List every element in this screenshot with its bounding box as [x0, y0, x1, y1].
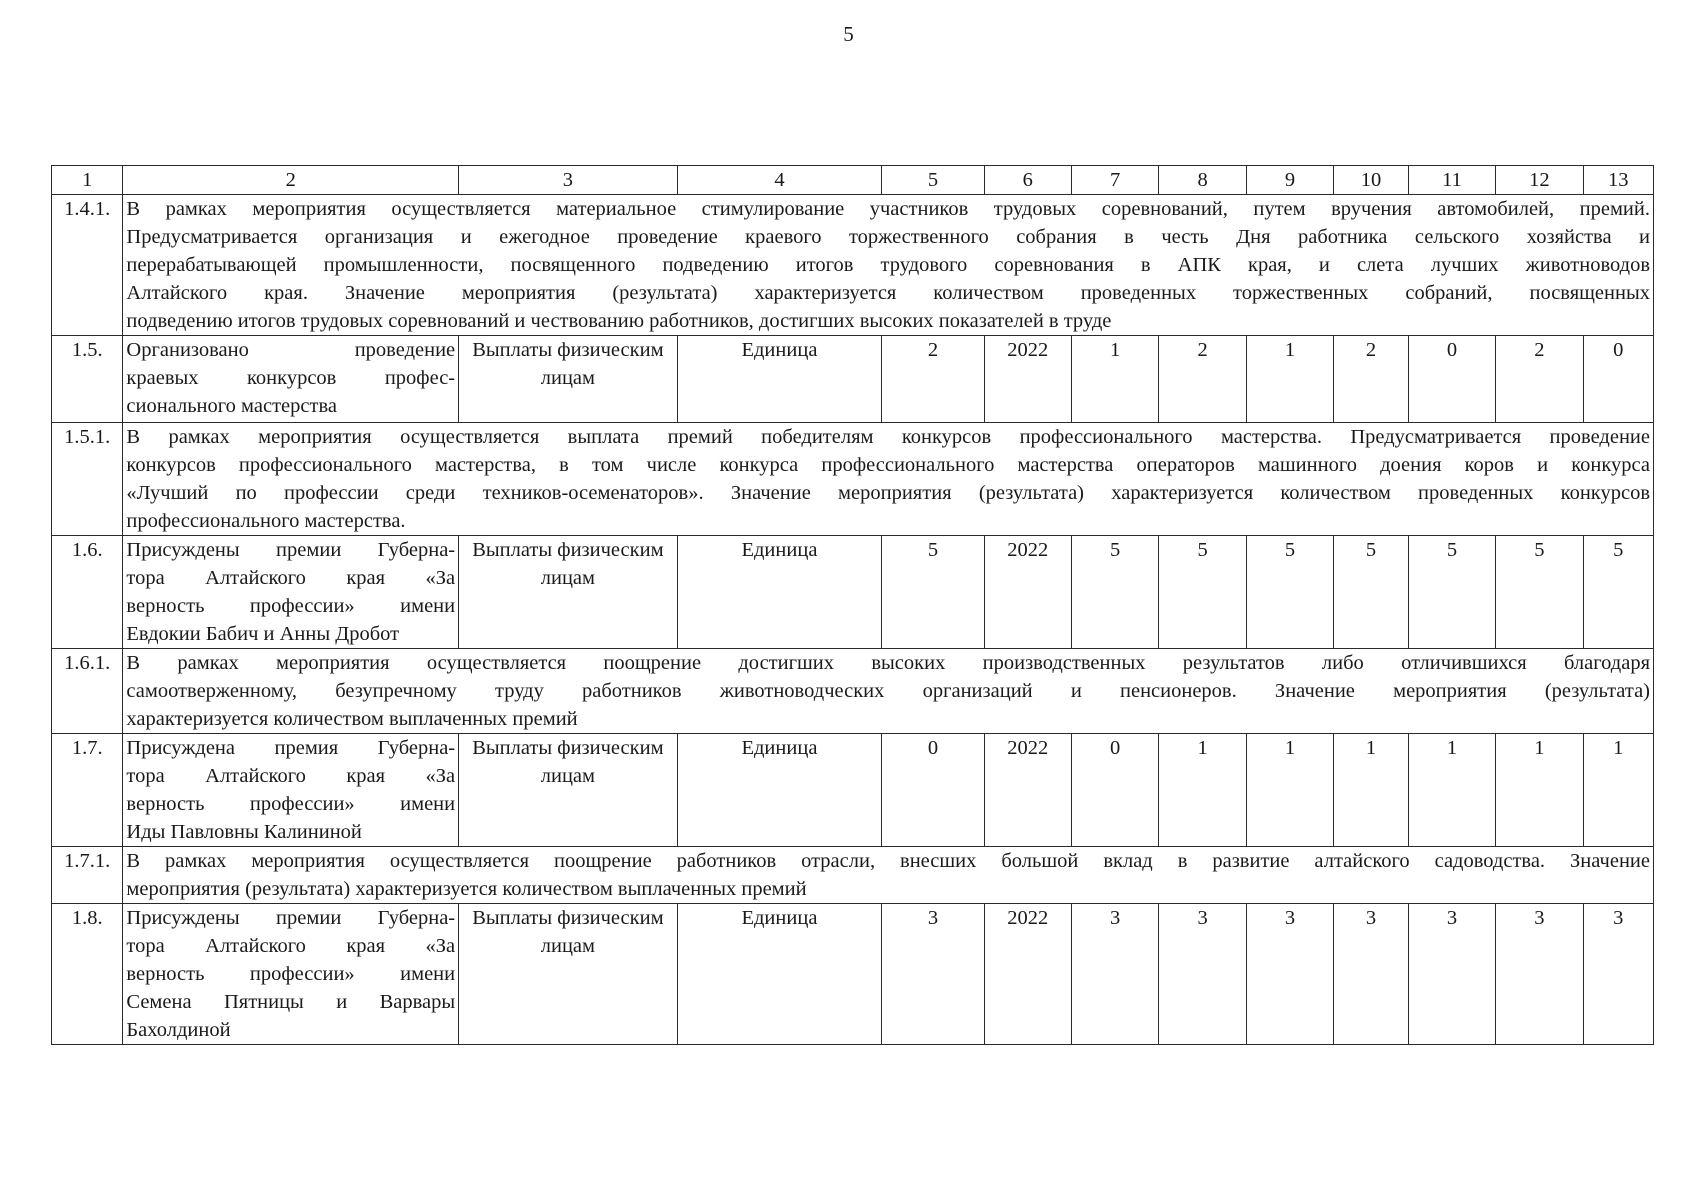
description-line: конкурсов профессионального мастерства, в том числе конкурса профессионального мастерства операторов машинного доения коров и конкурса	[126, 454, 1650, 476]
indicator-name	[123, 904, 459, 1045]
row-number: 1.4.1.	[52, 195, 123, 336]
value-cell: 2022	[984, 336, 1071, 423]
indicator-name-line: тора Алтайского края «За	[126, 765, 456, 787]
description-line: В рамках мероприятия осуществляется поощрение работников отрасли, внесших большой вклад в развитие алтайского садоводства. Значение	[126, 850, 1650, 872]
description-line: характеризуется количеством выплаченных премий	[126, 708, 578, 730]
indicator-name-line: сионального мастерства	[126, 395, 337, 417]
indicator-row	[52, 536, 1654, 649]
value-cell: 3	[1159, 904, 1246, 1045]
payment-type: Выплаты физическим лицам	[459, 734, 678, 847]
description-row	[52, 847, 1654, 904]
value-cell: 1	[1159, 734, 1246, 847]
row-number: 1.6.1.	[52, 649, 123, 734]
header-cell: 13	[1583, 166, 1653, 195]
value-cell: 5	[882, 536, 984, 649]
value-cell: 3	[1334, 904, 1409, 1045]
payment-type: Выплаты физическим лицам	[459, 904, 678, 1045]
value-cell: 5	[1408, 536, 1495, 649]
indicators-table	[51, 165, 1654, 1045]
value-cell: 0	[882, 734, 984, 847]
indicator-name-line: тора Алтайского края «За	[126, 567, 456, 589]
description-line: В рамках мероприятия осуществляется поощрение достигших высоких производственных результатов либо отличившихся благодаря	[126, 652, 1650, 674]
description-line: самоотверженному, безупречному труду работников животноводческих организаций и пенсионеров. Значение мероприятия (результата)	[126, 680, 1650, 702]
header-cell: 2	[123, 166, 459, 195]
header-cell: 6	[984, 166, 1071, 195]
unit: Единица	[677, 536, 882, 649]
row-number: 1.5.	[52, 336, 123, 423]
page-number: 5	[843, 22, 854, 46]
value-cell: 1	[1246, 734, 1333, 847]
header-cell: 9	[1246, 166, 1333, 195]
value-cell: 5	[1159, 536, 1246, 649]
indicator-row	[52, 734, 1654, 847]
value-cell: 1	[1408, 734, 1495, 847]
value-cell: 2022	[984, 536, 1071, 649]
indicator-row	[52, 336, 1654, 423]
description-text	[123, 195, 1654, 336]
description-text	[123, 649, 1654, 734]
value-cell: 2022	[984, 904, 1071, 1045]
value-cell: 5	[1246, 536, 1333, 649]
header-row	[52, 166, 1654, 195]
header-cell: 5	[882, 166, 984, 195]
row-number: 1.8.	[52, 904, 123, 1045]
value-cell: 3	[1071, 904, 1158, 1045]
indicator-name-line: Евдокии Бабич и Анны Дробот	[126, 623, 400, 645]
value-cell: 1	[1246, 336, 1333, 423]
row-number: 1.6.	[52, 536, 123, 649]
description-line: Алтайского края. Значение мероприятия (результата) характеризуется количеством проведенных торжественных собраний, посвященных	[126, 282, 1650, 304]
description-text	[123, 847, 1654, 904]
value-cell: 3	[1496, 904, 1583, 1045]
value-cell: 1	[1496, 734, 1583, 847]
indicator-row	[52, 904, 1654, 1045]
indicator-name-line: Присуждены премии Губерна-	[126, 539, 456, 561]
value-cell: 2	[1334, 336, 1409, 423]
description-line: мероприятия (результата) характеризуется количеством выплаченных премий	[126, 878, 807, 900]
header-cell: 4	[677, 166, 882, 195]
value-cell: 5	[1583, 536, 1653, 649]
row-number: 1.7.	[52, 734, 123, 847]
value-cell: 2	[1496, 336, 1583, 423]
value-cell: 0	[1071, 734, 1158, 847]
indicator-name-line: Присуждены премии Губерна-	[126, 907, 456, 929]
value-cell: 2	[882, 336, 984, 423]
header-cell: 8	[1159, 166, 1246, 195]
value-cell: 0	[1408, 336, 1495, 423]
indicator-name-line: верность профессии» имени	[126, 595, 456, 617]
description-line: «Лучший по профессии среди техников-осеменаторов». Значение мероприятия (результата) характеризуется количеством проведенных конкурсов	[126, 482, 1650, 504]
indicator-name-line: верность профессии» имени	[126, 793, 456, 815]
indicator-name-line: Присуждена премия Губерна-	[126, 737, 456, 759]
value-cell: 3	[1246, 904, 1333, 1045]
unit: Единица	[677, 734, 882, 847]
row-number: 1.7.1.	[52, 847, 123, 904]
unit: Единица	[677, 904, 882, 1045]
unit: Единица	[677, 336, 882, 423]
value-cell: 5	[1334, 536, 1409, 649]
header-cell: 10	[1334, 166, 1409, 195]
description-line: перерабатывающей промышленности, посвященного подведению итогов трудового соревнования в АПК края, и слета лучших животноводов	[126, 254, 1650, 276]
description-line: профессионального мастерства.	[126, 510, 406, 532]
description-text	[123, 423, 1654, 536]
indicator-name-line: Бахолдиной	[126, 1019, 231, 1041]
description-line: В рамках мероприятия осуществляется выплата премий победителям конкурсов профессионального мастерства. Предусматривается проведение	[126, 426, 1650, 448]
indicator-name	[123, 536, 459, 649]
description-row	[52, 649, 1654, 734]
indicator-name-line: краевых конкурсов профес-	[126, 367, 456, 389]
header-cell: 1	[52, 166, 123, 195]
description-row	[52, 195, 1654, 336]
payment-type: Выплаты физическим лицам	[459, 536, 678, 649]
payment-type: Выплаты физическим лицам	[459, 336, 678, 423]
value-cell: 1	[1071, 336, 1158, 423]
value-cell: 3	[1408, 904, 1495, 1045]
indicator-name-line: Семена Пятницы и Варвары	[126, 991, 456, 1013]
indicator-name	[123, 336, 459, 423]
value-cell: 2022	[984, 734, 1071, 847]
value-cell: 1	[1583, 734, 1653, 847]
row-number: 1.5.1.	[52, 423, 123, 536]
description-line: Предусматривается организация и ежегодное проведение краевого торжественного собрания в честь Дня работника сельского хозяйства и	[126, 226, 1650, 248]
header-cell: 3	[459, 166, 678, 195]
indicator-name-line: верность профессии» имени	[126, 963, 456, 985]
description-row	[52, 423, 1654, 536]
indicator-name	[123, 734, 459, 847]
indicator-name-line: Иды Павловны Калининой	[126, 821, 362, 843]
value-cell: 3	[1583, 904, 1653, 1045]
indicator-name-line: тора Алтайского края «За	[126, 935, 456, 957]
value-cell: 3	[882, 904, 984, 1045]
value-cell: 1	[1334, 734, 1409, 847]
value-cell: 5	[1496, 536, 1583, 649]
description-line: подведению итогов трудовых соревнований и чествованию работников, достигших высоких показателей в труде	[126, 310, 1112, 332]
header-cell: 11	[1408, 166, 1495, 195]
value-cell: 0	[1583, 336, 1653, 423]
header-cell: 7	[1071, 166, 1158, 195]
description-line: В рамках мероприятия осуществляется материальное стимулирование участников трудовых соревнований, путем вручения автомобилей, премий.	[126, 198, 1650, 220]
value-cell: 2	[1159, 336, 1246, 423]
header-cell: 12	[1496, 166, 1583, 195]
table-body	[52, 166, 1654, 1045]
indicator-name-line: Организовано проведение	[126, 339, 456, 361]
value-cell: 5	[1071, 536, 1158, 649]
